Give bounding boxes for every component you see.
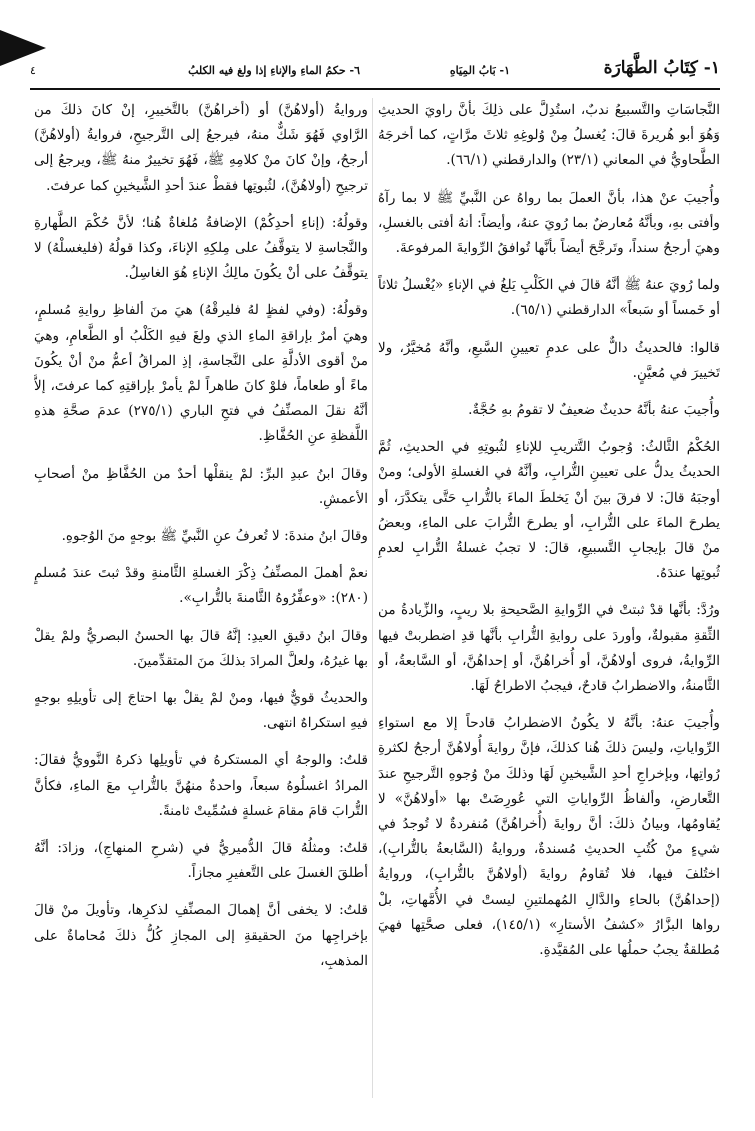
right-column [378, 98, 720, 1108]
paragraph: وقالَ ابنُ عبدِ البرِّ: لمْ ينقلْها أحدٌ من الحُفَّاظِ منْ أصحابِ الأعمشِ. [34, 465, 368, 507]
paragraph: وقولُهُ: (إناءِ أحدِكُمْ) الإضافةُ مُلغاةٌ هُنا؛ لأنَّ حُكْمَ الطَّهارةِ والنَّجاسةِ لا يتوقَّفُ على مِلكِهِ الإناءَ، وكذا قولُهُ (فليغسلْهُ) لا يتوقَّفُ على أنْ يكُونَ مالِكُ الإناءِ هُوَ الغاسِلُ. [34, 214, 368, 282]
paragraph: قلتُ: والوجهُ أي المستكرهُ في تأويلِها ذكرهُ النَّوويُّ فقالَ: المرادُ اغسلُوهُ سبعاً، واحدةٌ منهُنَّ بالتُّرابِ معَ الماءِ، فكأنَّ التُّرابَ قامَ مقامَ غسلةٍ فسُمِّيتْ ثامنةً. [34, 752, 368, 819]
paragraph: والحديثُ قويٌّ فيها، ومنْ لمْ يقلْ بها احتاجَ إلى تأويلِهِ بوجهٍ فيهِ استكراهٌ انتهى. [34, 690, 368, 732]
paragraph: النَّجاسَاتِ والتَّسبيعُ ندبٌ، استُدِلَّ على ذلِكَ بأنَّ راويَ الحديثِ وَهُوَ أبو هُريرةَ قالَ: يُغسلُ مِنْ وُلوغِهِ ثلاثَ مرَّاتٍ، كما أخرجَهُ الطَّحاويُّ في المعاني (٢٣/١) والدارقطني (٦٦/١). [378, 102, 720, 169]
section-title: ٦- حكمُ الماءِ والإناءِ إذا ولغ فيه الكلبُ [188, 64, 360, 77]
paragraph: وأُجيبَ عنْ هذا، بأنَّ العملَ بما رواهُ عن النَّبيِّ ﷺ لا بما رآهُ وأفتى بهِ، وبأنَّهُ مُعارضٌ بما رُويَ عنهُ، وأيضاً: أنهُ أفتى بالغسلِ، وهيَ أرجحُ سنداً، وتَرجَّحَ أيضاً بأنَّها تُوافقُ الرِّوايةَ المرفوعةَ. [378, 189, 720, 257]
paragraph: وأُجيبَ عنهُ: بأنَّهُ لا يكُونُ الاضطرابُ قادحاً إلا مع استواءِ الرِّواياتِ، وليسَ ذلكَ هُنا كذلكَ، فإنَّ روايةَ أُولاهُنَّ أرجحُ لكثرةِ رُواتِها، وبإخراجِ أحدِ الشَّيخينِ لَهَا وذلكَ منْ وُجوهِ التَّرجيحِ عندَ التَّعارضِ، وألفاظُ الرِّواياتِ التي عُورِضَتْ بها «أولاهُنَّ» لا يُقاومُها، وبيانُ ذلكَ: أنَّ روايةَ (أُخراهُنَّ) مُنفردةٌ لا تُوجدُ في شيءٍ منْ كُتُبِ الحديثِ مُسندةٌ، وروايةُ (السَّابعةُ بالتُّرابِ)، اختُلفَ فيها، فلا تُقاومُ روايةَ (أولاهُنَّ بالتُّرابِ)، وروايةُ (إحداهُنَّ) بالحاءِ والدَّالِ المُهملتينِ ليستْ في الأُمَّهاتِ، بلْ رواها البزَّارُ «كشفُ الأستارِ» (١٤٥/١)، فعلى صحَّتِها فهيَ مُطلقةٌ يجبُ حملُها على المُقيَّدةِ. [378, 715, 720, 959]
column-divider [372, 98, 373, 1098]
paragraph: وأُجيبَ عنهُ بأنَّهُ حديثٌ ضعيفٌ لا تقومُ بهِ حُجَّةٌ. [468, 402, 720, 419]
paragraph: قالوا: فالحديثُ دالٌّ على عدمِ تعيينِ السَّبعِ، وأنَّهُ مُخيَّرٌ، ولا تَخييرَ في مُعيَّنٍ. [378, 339, 720, 381]
running-header [30, 58, 720, 88]
paragraph: ولما رُويَ عنهُ ﷺ أنَّهُ قالَ في الكَلْبِ يَلغُ في الإناءِ «يُغْسلُ ثلاثاً أو خَمساً أو سَبعاً» الدارقطني (٦٥/١). [378, 277, 720, 319]
paragraph: وقالَ ابنُ مندةَ: لا تُعرفُ عنِ النَّبيِّ ﷺ بوجهٍ منَ الوُجوهِ. [61, 528, 368, 545]
page-number: ٤ [30, 64, 36, 77]
paragraph: قلتُ: ومثلُهُ قالَ الدُّميريُّ في (شرحِ المنهاجِ)، وزادَ: أنَّهُ أطلقَ الغسلَ على التَّعفيرِ مجازاً. [34, 840, 368, 882]
paragraph: نعمْ أهملَ المصنِّفُ ذِكْرَ الغسلةِ الثَّامنةِ وقدْ ثبتَ عندَ مُسلمٍ (٢٨٠): «وعفِّرُوهُ الثَّامنةَ بالتُّرابِ». [34, 565, 368, 607]
paragraph: ورُدَّ: بأنَّها قدْ ثبتتْ في الرِّوايةِ الصَّحيحةِ بلا ريبٍ، والزِّيادةُ من الثِّقةِ مقبولةٌ، وأوردَ على روايةِ التُّرابِ بأنَّها قدِ اضطربتْ فيها الرِّوايةُ، فروى أولاهُنَّ، أو أُخراهُنَّ، أو إحداهُنَّ، أو السَّابعةُ، أو الثَّامنةُ، والاضطرابُ قادحٌ، فيجبُ الاطراحُ لَهَا. [378, 602, 720, 695]
book-title: ١- كِتَابُ الطَّهَارَة [603, 58, 720, 78]
paragraph: وروايةُ (أولاهُنَّ) أو (أخراهُنَّ) بالتَّخييرِ، إنْ كانَ ذلكَ من الرَّاوي فَهُوَ شَكٌّ منهُ، فيرجعُ إلى التَّرجيحِ، فروايةُ (أولاهُنَّ) أرجحُ، وإنْ كانَ منْ كلامِهِ ﷺ، فَهُوَ تخييرٌ منهُ ﷺ، ويرجعُ إلى ترجيحِ (أولاهُنَّ)، لثُبوتِها فقطْ عندَ أحدِ الشَّيخينِ كما عرفتَ. [34, 102, 368, 194]
chapter-title: ١- بَابُ المِيَاهِ [449, 64, 510, 77]
left-column [34, 98, 368, 1108]
paragraph: الحُكْمُ الثَّالثُ: وُجوبُ التَّتريبِ للإناءِ لثُبوتِهِ في الحديثِ، ثُمَّ الحديثُ يدلُّ على تعيينِ التُّرابِ، وأنَّهُ في الغسلةِ الأولى؛ ومنْ أوجبَهُ قالَ: لا فرقَ بينَ أنْ يَخلطَ الماءَ بالتُّرابِ حَتَّى يتكدَّرَ، أو يطرحَ الماءَ على التُّرابِ، أو يطرحَ التُّرابَ على الماءِ، وبعضُ منْ قالَ بإيجابِ التَّسبيعِ، قالَ: لا تجبُ غسلةُ التُّرابِ لعدمِ ثُبوتِها عندَهُ. [378, 439, 720, 582]
paragraph: وقولُهُ: (وفي لفظٍ لهُ فليرقْهُ) هيَ منَ ألفاظِ روايةِ مُسلمٍ، وهيَ أمرٌ بإراقةِ الماءِ الذي ولغَ فيهِ الكَلْبُ أو الطَّعامِ، وهيَ منْ أقوى الأدلَّةِ على النَّجاسةِ، إذِ المراقُ أعمُّ منْ أنْ يكُونَ ماءً أو طعاماً، فلوْ كانَ طاهراً لمْ يأمرْ بإراقتِهِ كما عرفتَ، إلاَّ أنَّهُ نقلَ المصنِّفُ في فتحِ الباري (٢٧٥/١) عدمَ صحَّةِ هذهِ اللَّفظةِ عنِ الحُفَّاظِ. [34, 302, 368, 445]
header-rule [30, 88, 720, 90]
paragraph: قلتُ: لا يخفى أنَّ إهمالَ المصنِّفِ لذكرِها، وتأويلَ منْ قالَ بإخراجِها منَ الحقيقةِ إلى المجازِ كُلُّ ذلكَ مُحاماةٌ على المذهبِ، [34, 902, 368, 969]
paragraph: وقالَ ابنُ دقيقِ العيدِ: إنَّهُ قالَ بها الحسنُ البصريُّ ولمْ يقلْ بها غيرُهُ، ولعلَّ المرادَ بذلكَ منَ المتقدِّمينَ. [34, 627, 368, 669]
